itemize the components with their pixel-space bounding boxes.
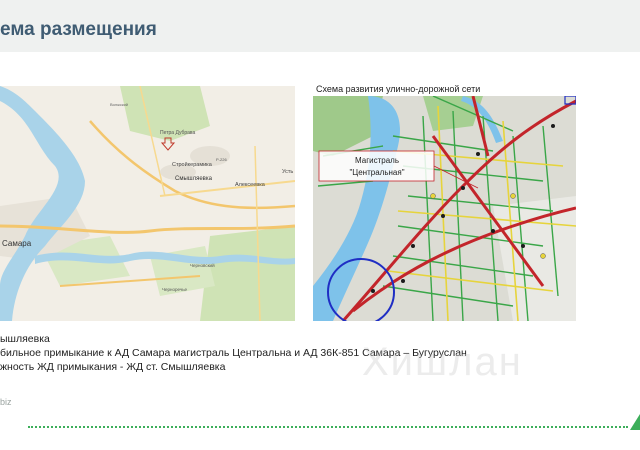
label-alekseevka: Алексеевка: [235, 182, 265, 188]
callout-line1: Магистраль: [355, 156, 399, 165]
watermark-text: Хишлан: [362, 340, 523, 384]
label-ust: Усть: [282, 169, 294, 175]
label-samara: Самара: [2, 239, 32, 248]
footer-divider: [28, 426, 628, 428]
bullet-item: жность ЖД примыкания - ЖД ст. Смышляевка: [0, 361, 226, 373]
page-title: ема размещения: [0, 19, 157, 40]
title-bar: [0, 0, 640, 52]
bullet-item: бильное примыкание к АД Самара магистраль Центральна и АД 36К-851 Самара – Бугуруслан: [0, 347, 467, 359]
road-scheme-caption: Схема развития улично-дорожной сети: [316, 84, 481, 94]
brand-triangle-icon: [628, 410, 640, 430]
footer-brand: biz: [0, 397, 12, 407]
label-chernorechye: Черноречье: [162, 287, 188, 292]
road-scheme-canvas: [313, 96, 576, 321]
location-map-canvas: [0, 86, 295, 321]
label-volzhsky: Волжский: [110, 102, 129, 107]
label-smyshlyaevka: Смышляевка: [175, 176, 212, 182]
label-road-code: Р-226: [216, 157, 227, 162]
callout-line2: "Центральная": [349, 168, 405, 177]
bullet-item: ышляевка: [0, 333, 50, 345]
label-stroikeramika: Стройкерамика: [172, 162, 212, 168]
location-map[interactable]: [0, 86, 295, 321]
label-petra-dubrava: Петра Дубрава: [160, 130, 196, 136]
road-scheme-map[interactable]: [313, 96, 576, 321]
label-chernovsky: Черновский: [190, 263, 215, 268]
